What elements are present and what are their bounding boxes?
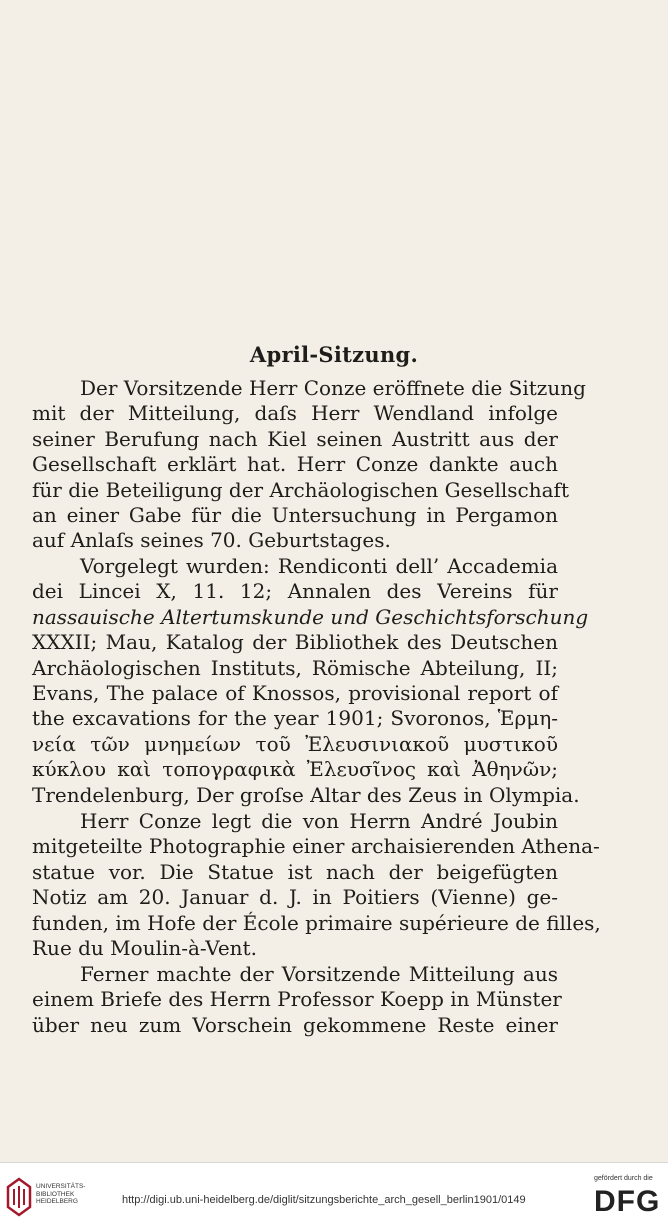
text-line: statue vor. Die Statue ist nach der beigefügten	[32, 859, 558, 884]
text-line: Rue du Moulin-à-Vent.	[32, 936, 257, 961]
text-line: seiner Berufung nach Kiel seinen Austritt aus der	[32, 426, 558, 451]
text-line: XXXII; Mau, Katalog der Bibliothek des Deutschen	[32, 630, 558, 655]
text-line: dei Lincei X, 11. 12; Annalen des Vereins für	[32, 579, 558, 604]
dfg-logo: DFG	[594, 1185, 661, 1218]
text-line: an einer Gabe für die Untersuchung in Pergamon	[32, 503, 558, 528]
library-name-line: UNIVERSITÄTS-	[36, 1183, 86, 1190]
text-line: mitgeteilte Photographie einer archaisierenden Athena-	[32, 834, 600, 859]
text-line: funden, im Hofe der École primaire supérieure de filles,	[32, 910, 601, 935]
text-line: the excavations for the year 1901; Svoronos, Ἑρμη-	[32, 706, 558, 731]
text-line: Der Vorsitzende Herr Conze eröffnete die Sitzung	[80, 376, 586, 400]
text-line: für die Beteiligung der Archäologischen Gesellschaft	[32, 477, 569, 502]
library-name-line: HEIDELBERG	[36, 1198, 78, 1205]
text-line: κύκλου καὶ τοπογραφικὰ Ἐλευσῖνος καὶ Ἀθηνῶν;	[32, 757, 558, 782]
text-line: mit der Mitteilung, daſs Herr Wendland infolge	[32, 401, 558, 426]
section-heading: April-Sitzung.	[249, 342, 419, 367]
text-line: Gesellschaft erklärt hat. Herr Conze dankte auch	[32, 452, 558, 477]
library-name-line: BIBLIOTHEK	[36, 1190, 75, 1198]
text-line: nassauische Altertumskunde und Geschichtsforschung	[32, 604, 589, 629]
text-line: νεία τῶν μνημείων τοῦ Ἐλευσινιακοῦ μυστικοῦ	[32, 731, 558, 756]
text-line: Archäologischen Instituts, Römische Abteilung, II;	[32, 655, 558, 680]
text-line: einem Briefe des Herrn Professor Koepp in Münster	[32, 987, 562, 1012]
text-line: auf Anlaſs seines 70. Geburtstages.	[32, 528, 391, 553]
paragraph-1	[32, 376, 586, 554]
library-name	[36, 1183, 85, 1206]
paragraph-4	[32, 962, 562, 1038]
text-line: Herr Conze legt die von Herrn André Joubin	[80, 809, 558, 833]
university-library-logo-icon	[6, 1177, 32, 1217]
text-line: Notiz am 20. Januar d. J. in Poitiers (Vienne) ge-	[32, 885, 558, 910]
permalink-url[interactable]: http://digi.ub.uni-heidelberg.de/diglit/sitzungsberichte_arch_gesell_berlin1901/0149	[122, 1194, 526, 1206]
text-line: Trendelenburg, Der groſse Altar des Zeus in Olympia.	[32, 782, 580, 807]
paragraph-3	[32, 809, 601, 961]
funder-caption: gefördert durch die	[594, 1175, 653, 1182]
text-line: Vorgelegt wurden: Rendiconti dell’ Accademia	[80, 554, 558, 578]
text-line: Evans, The palace of Knossos, provisional report of	[32, 681, 558, 706]
text-line: über neu zum Vorschein gekommene Reste einer	[32, 1012, 558, 1037]
paragraph-2	[32, 554, 589, 808]
text-line: Ferner machte der Vorsitzende Mitteilung aus	[80, 962, 558, 986]
digitization-footer	[0, 1162, 668, 1228]
